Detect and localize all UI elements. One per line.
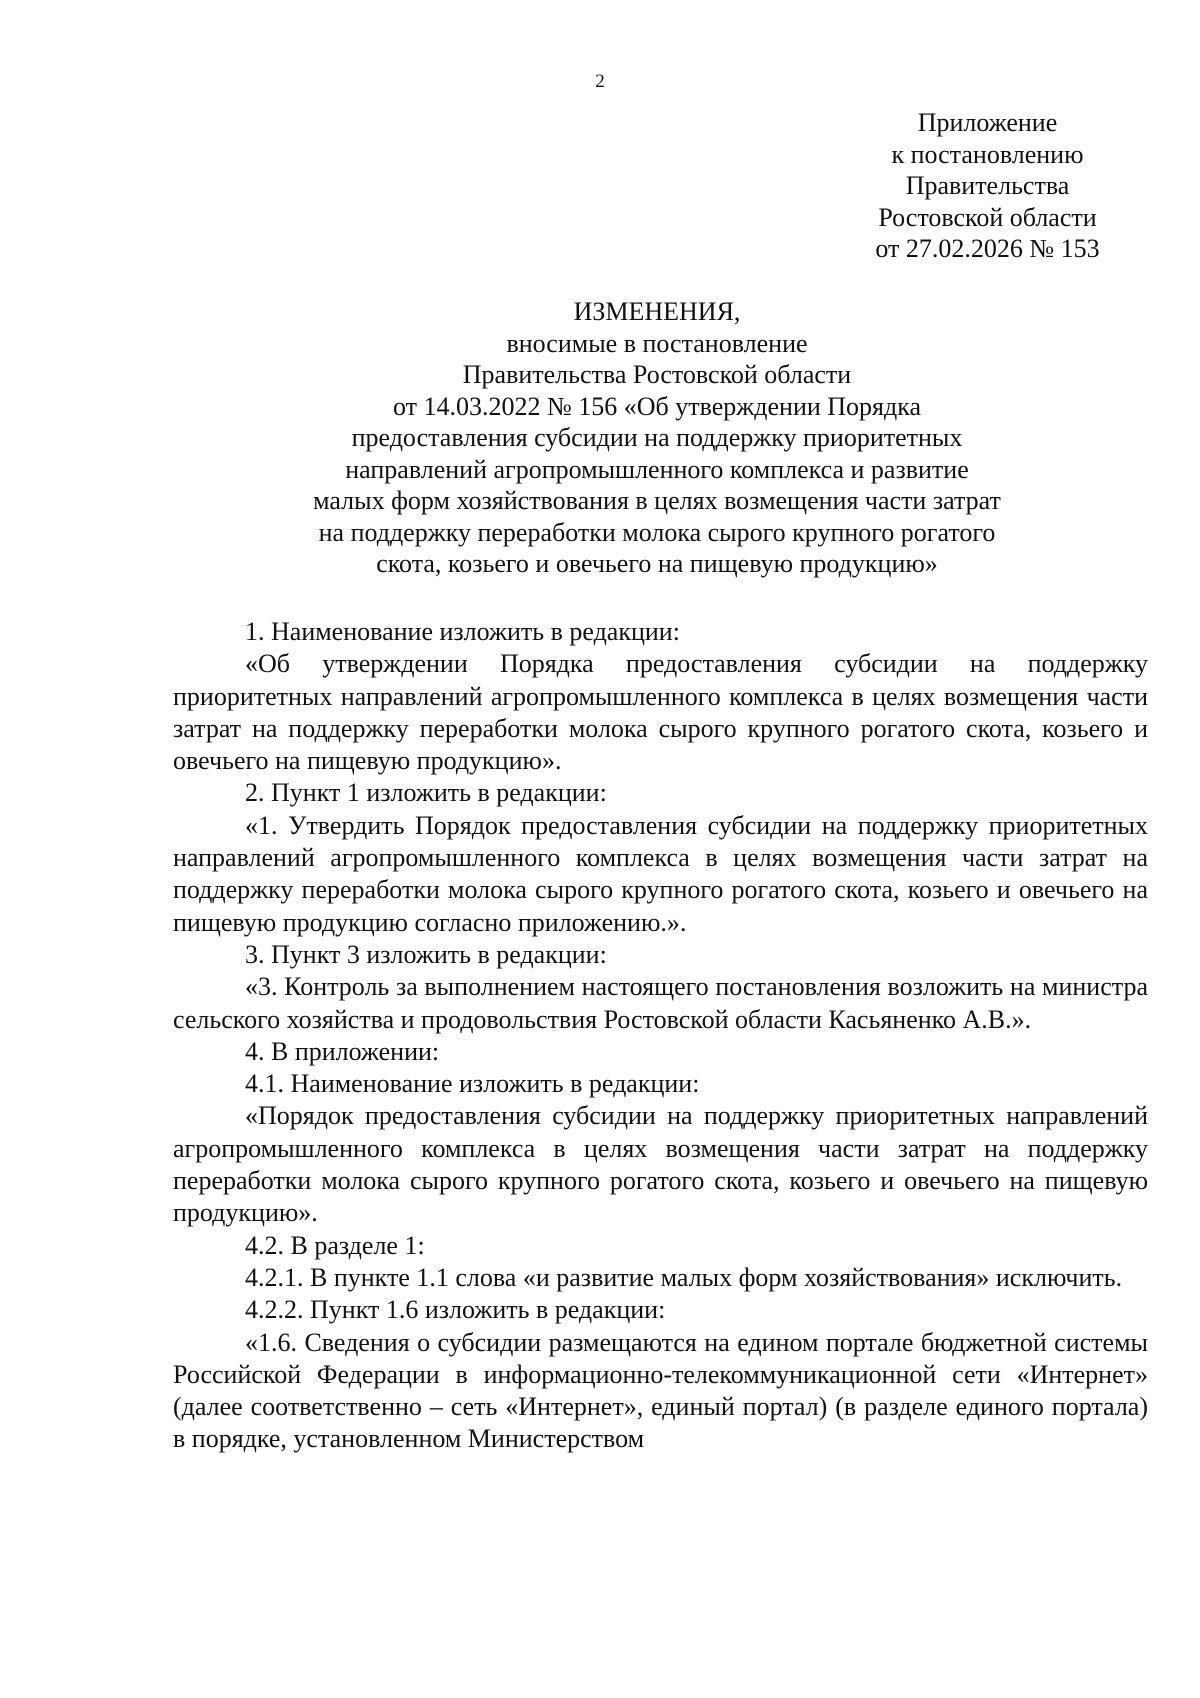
appendix-line: Приложение <box>917 108 1058 137</box>
appendix-header <box>810 107 1165 265</box>
title-line: от 14.03.2022 № 156 «Об утверждении Порядка <box>392 391 922 421</box>
appendix-line: Ростовской области <box>878 202 1097 232</box>
title-line: скота, козьего и овечьего на пищевую продукцию» <box>376 549 938 578</box>
body-paragraph: «3. Контроль за выполнением настоящего постановления возложить на министра сельского хозяйства и продовольствия Ростовской области Касьяненко А.В.». <box>173 972 1148 1034</box>
body-paragraph: 4. В приложении: <box>245 1036 440 1066</box>
body-paragraph: «Об утверждении Порядка предоставления субсидии на поддержку приоритетных направлений агропромышленного комплекса в целях возмещения части затрат на поддержку переработки молока сырого крупного рогатого скота, козьего и овечьего на пищевую продукцию». <box>173 649 1148 776</box>
title-line: вносимые в постановление <box>506 328 808 358</box>
appendix-line: к постановлению <box>891 139 1084 169</box>
body-paragraph: 3. Пункт 3 изложить в редакции: <box>245 939 607 969</box>
title-line: направлений агропромышленного комплекса и развитие <box>345 454 969 484</box>
body-paragraph: «1. Утвердить Порядок предоставления субсидии на поддержку приоритетных направлений агропромышленного комплекса в целях возмещения части затрат на поддержку переработки молока сырого крупного рогатого скота, козьего и овечьего на пищевую продукцию согласно приложению.». <box>173 810 1148 937</box>
body-paragraph: 4.2.2. Пункт 1.6 изложить в редакции: <box>245 1295 666 1325</box>
appendix-line: Правительства <box>905 171 1070 200</box>
appendix-date-number: от 27.02.2026 № 153 <box>875 234 1100 263</box>
document-title <box>168 296 1146 580</box>
title-heading: ИЗМЕНЕНИЯ, <box>573 297 741 326</box>
body-paragraph: 4.2. В разделе 1: <box>245 1230 425 1260</box>
body-paragraph: 1. Наименование изложить в редакции: <box>245 617 680 646</box>
body-paragraph: 4.2.1. В пункте 1.1 слова «и развитие малых форм хозяйствования» исключить. <box>245 1262 1123 1292</box>
title-line: предоставления субсидии на поддержку приоритетных <box>351 423 963 452</box>
body-paragraph: «1.6. Сведения о субсидии размещаются на едином портале бюджетной системы Российской Федерации в информационно-телекоммуникационной сети «Интернет» (далее соответственно – сеть «Интернет», единый портал) (в разделе единого портала) в порядке, установленном Министерством <box>173 1327 1148 1454</box>
body-paragraph: «Порядок предоставления субсидии на поддержку приоритетных направлений агропромышленного комплекса в целях возмещения части затрат на поддержку переработки молока сырого крупного рогатого скота, козьего и овечьего на пищевую продукцию». <box>173 1101 1148 1228</box>
page-number: 2 <box>595 71 605 92</box>
title-line: на поддержку переработки молока сырого крупного рогатого <box>318 517 996 547</box>
title-line: Правительства Ростовской области <box>462 360 852 389</box>
body-paragraph: 4.1. Наименование изложить в редакции: <box>245 1069 700 1099</box>
document-body <box>173 616 1148 1456</box>
body-paragraph: 2. Пункт 1 изложить в редакции: <box>245 778 607 808</box>
title-line: малых форм хозяйствования в целях возмещения части затрат <box>313 486 1001 515</box>
